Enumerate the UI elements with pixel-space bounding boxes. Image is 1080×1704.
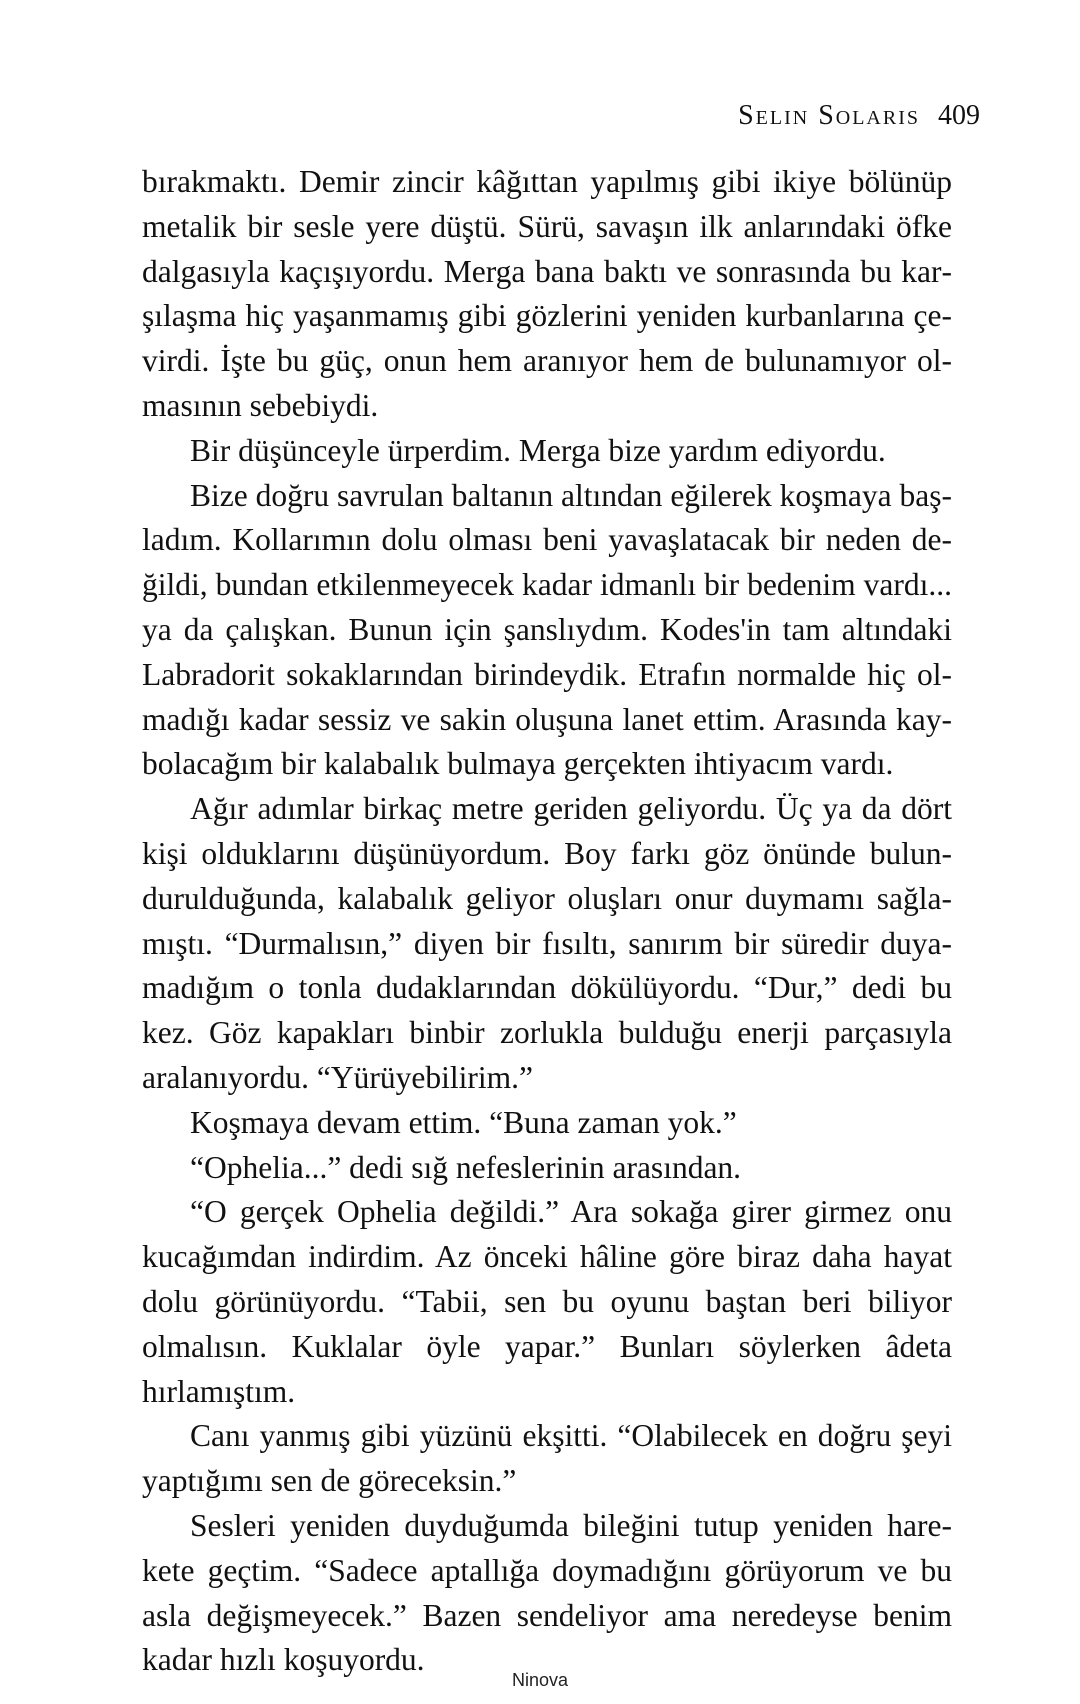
publisher-footer: Ninova [511, 1670, 569, 1690]
page-number: 409 [938, 100, 980, 131]
paragraph: Sesleri yeniden duyduğumda bileğini tutup yeniden harekete geçtim. “Sadece aptallığa doymadığını görüyorum ve bu asla değişmeyecek.” Bazen sendeliyor ama neredeyse benim kadar hızlı koşuyordu. [142, 1507, 952, 1678]
paragraph: Ağır adımlar birkaç metre geriden geliyordu. Üç ya da dört kişi olduklarını düşünüyordum. Boy farkı göz önünde bulundurulduğunda, kalabalık geliyor oluşları onur duymamı sağlamıştı. “Durmalısın,” diyen bir fısıltı, sanırım bir süredir duyamadığım o tonla dudaklarından dökülüyordu. “Dur,” dedi bu kez. Göz kapakları binbir zorlukla bulduğu enerji parçasıyla aralanıyordu. “Yürüyebilirim.” [142, 791, 952, 1095]
body-text [142, 160, 952, 1683]
paragraph: “O gerçek Ophelia değildi.” Ara sokağa girer girmez onu kucağımdan indirdim. Az önceki hâline göre biraz daha hayat dolu görünüyordu. “Tabii, sen bu oyunu baştan beri biliyor olmalısın. Kuklalar öyle yapar.” Bunları söylerken âdeta hırlamıştım. [142, 1194, 952, 1409]
paragraph: “Ophelia...” dedi sığ nefeslerinin arasından. [190, 1149, 742, 1185]
page-header [0, 100, 1080, 140]
paragraph: Bir düşünceyle ürperdim. Merga bize yardım ediyordu. [190, 432, 886, 468]
paragraph: bırakmaktı. Demir zincir kâğıttan yapılmış gibi ikiye bölünüp metalik bir sesle yere düştü. Sürü, savaşın ilk anlarındaki öfke dalgasıyla kaçışıyordu. Merga bana baktı ve sonrasında bu karşılaşma hiç yaşanmamış gibi gözlerini yeniden kurbanlarına çevirdi. İşte bu güç, onun hem aranıyor hem de bulunamıyor olmasının sebebiydi. [142, 164, 952, 423]
running-head: Selin Solaris [738, 100, 920, 131]
paragraph: Canı yanmış gibi yüzünü ekşitti. “Olabilecek en doğru şeyi yaptığımı sen de göreceksin.” [142, 1418, 952, 1499]
paragraph: Koşmaya devam ettim. “Buna zaman yok.” [190, 1104, 737, 1140]
paragraph: Bize doğru savrulan baltanın altından eğilerek koşmaya başladım. Kollarımın dolu olması beni yavaşlatacak bir neden değildi, bundan etkilenmeyecek kadar idmanlı bir bedenim vardı... ya da çalışkan. Bunun için şanslıydım. Kodes'in tam altındaki Labradorit sokaklarından birindeydik. Etrafın normalde hiç olmadığı kadar sessiz ve sakin oluşuna lanet ettim. Arasında kaybolacağım bir kalabalık bulmaya gerçekten ihtiyacım vardı. [142, 477, 952, 782]
